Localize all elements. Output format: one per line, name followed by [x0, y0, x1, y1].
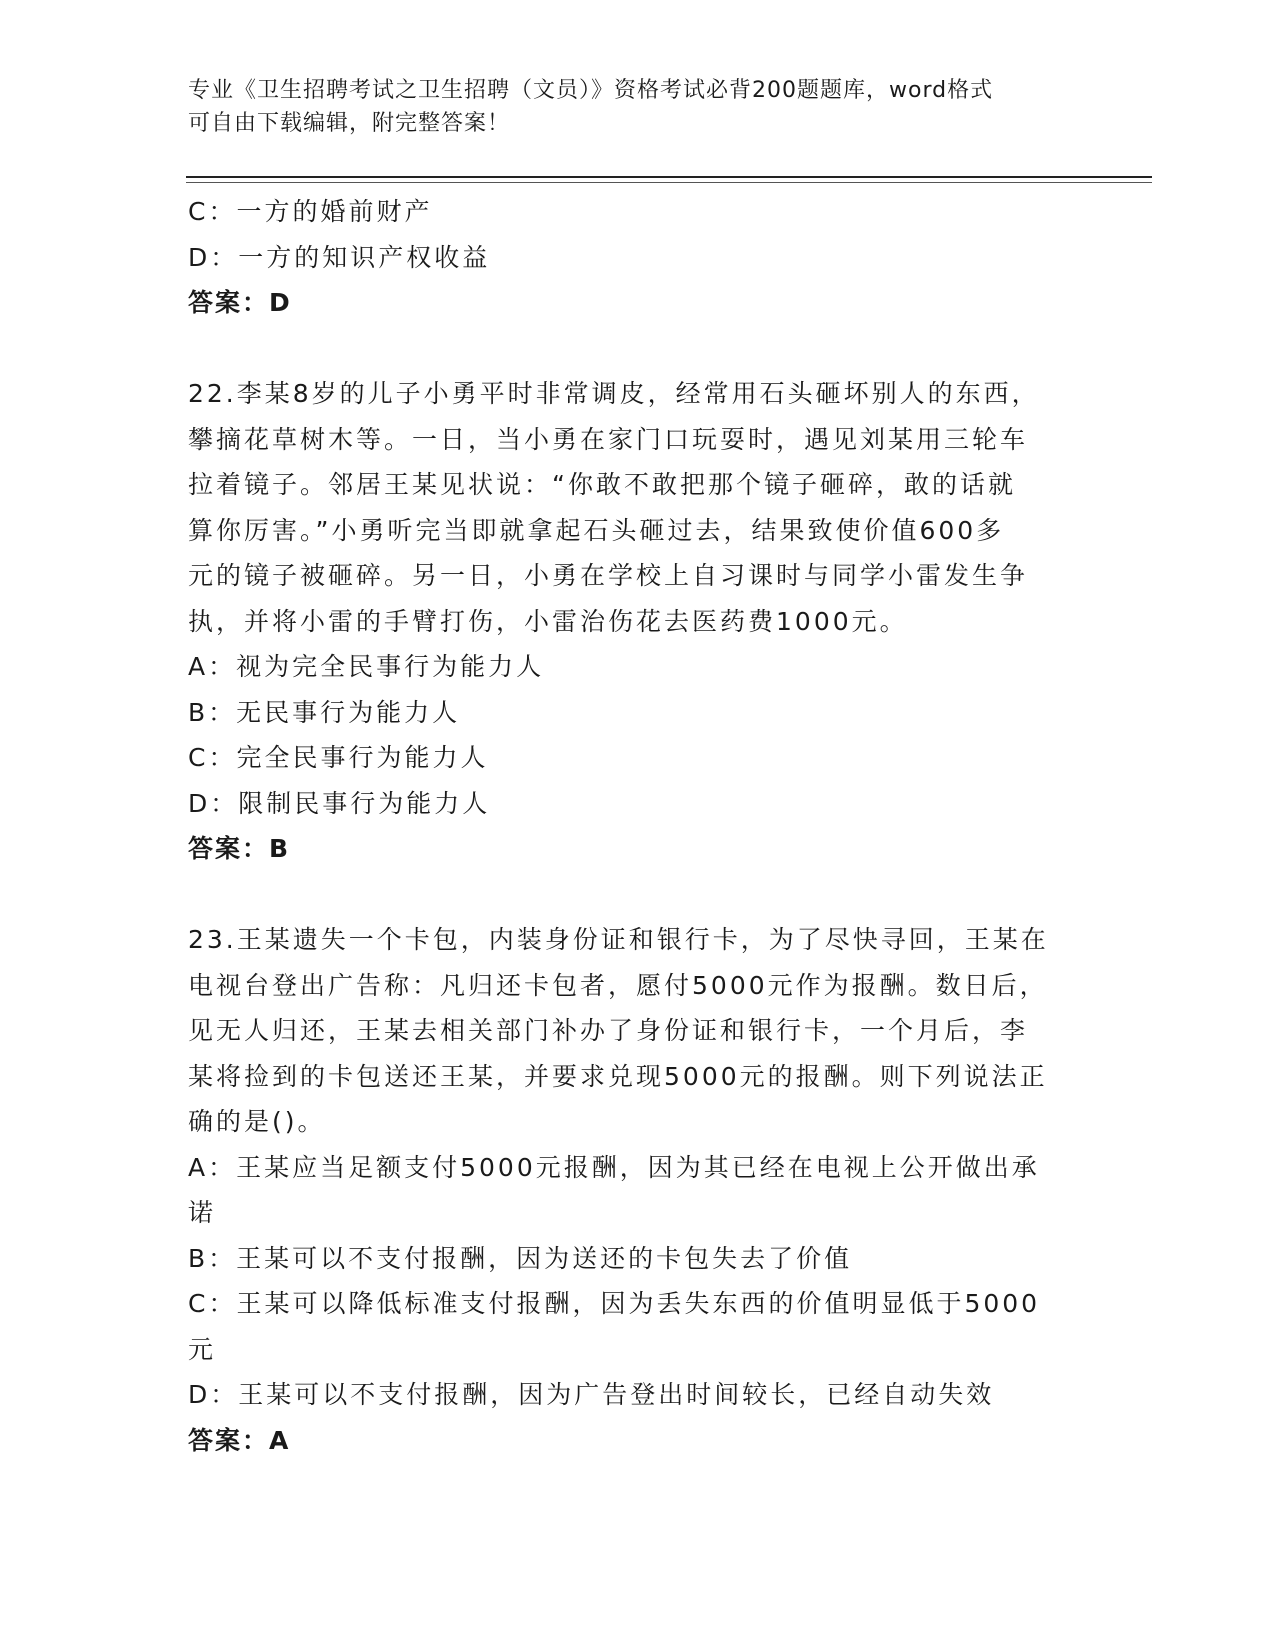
question-23-stem-line: 确的是()。 [188, 1107, 326, 1136]
question-22-stem-line: 执，并将小雷的手臂打伤，小雷治伤花去医药费1000元。 [188, 606, 908, 636]
question-23-option-a-line: 诺 [188, 1198, 217, 1227]
question-23-stem-line: 某将捡到的卡包送还王某，并要求兑现5000元的报酬。则下列说法正 [188, 1061, 1048, 1091]
spacer [188, 872, 1068, 918]
header-divider-thick [186, 176, 1152, 178]
question-22-option-b: B：无民事行为能力人 [188, 697, 461, 727]
question-23-option-d: D：王某可以不支付报酬，因为广告登出时间较长，已经自动失效 [188, 1380, 995, 1409]
question-23 [188, 917, 1068, 1463]
document-body [188, 189, 1068, 1463]
question-22-stem-line: 算你厉害。”小勇听完当即就拿起石头砸过去，结果致使价值600多 [188, 515, 1005, 545]
question-23-option-a-line: A：王某应当足额支付5000元报酬，因为其已经在电视上公开做出承 [188, 1152, 1040, 1182]
question-23-option-b: B：王某可以不支付报酬，因为送还的卡包失去了价值 [188, 1243, 853, 1273]
question-23-stem-line: 见无人归还，王某去相关部门补办了身份证和银行卡，一个月后，李 [188, 1016, 1029, 1045]
header-title-line-1: 专业《卫生招聘考试之卫生招聘（文员）》资格考试必背200题题库，word格式 [188, 78, 994, 103]
spacer [188, 326, 1068, 372]
question-23-option-c-line: 元 [188, 1334, 217, 1364]
question-22-option-d: D：限制民事行为能力人 [188, 788, 491, 818]
question-23-option-c-line: C：王某可以降低标准支付报酬，因为丢失东西的价值明显低于5000 [188, 1289, 1041, 1318]
question-22-answer: 答案：B [188, 834, 291, 863]
question-23-answer: 答案：A [188, 1425, 291, 1455]
question-22-stem-line: 22.李某8岁的儿子小勇平时非常调皮，经常用石头砸坏别人的东西， [188, 379, 1040, 408]
prev-question-option-c: C：一方的婚前财产 [188, 197, 433, 226]
header-divider-thin [186, 182, 1152, 183]
prev-question-option-d: D：一方的知识产权收益 [188, 242, 491, 272]
question-22-option-a: A：视为完全民事行为能力人 [188, 652, 545, 681]
question-22 [188, 371, 1068, 872]
question-22-stem-line: 拉着镜子。邻居王某见状说：“你敢不敢把那个镜子砸碎，敢的话就 [188, 470, 1016, 499]
question-22-stem-line: 元的镜子被砸碎。另一日，小勇在学校上自习课时与同学小雷发生争 [188, 561, 1029, 590]
question-22-stem-line: 攀摘花草树木等。一日，当小勇在家门口玩耍时，遇见刘某用三轮车 [188, 424, 1029, 454]
document-header [188, 74, 1068, 140]
prev-question-answer: 答案：D [188, 288, 292, 317]
question-23-stem-line: 电视台登出广告称：凡归还卡包者，愿付5000元作为报酬。数日后， [188, 970, 1048, 1000]
question-22-option-c: C：完全民事行为能力人 [188, 743, 489, 772]
header-title-line-2: 可自由下载编辑，附完整答案！ [188, 111, 511, 136]
question-23-stem-line: 23.王某遗失一个卡包，内装身份证和银行卡，为了尽快寻回，王某在 [188, 925, 1049, 954]
